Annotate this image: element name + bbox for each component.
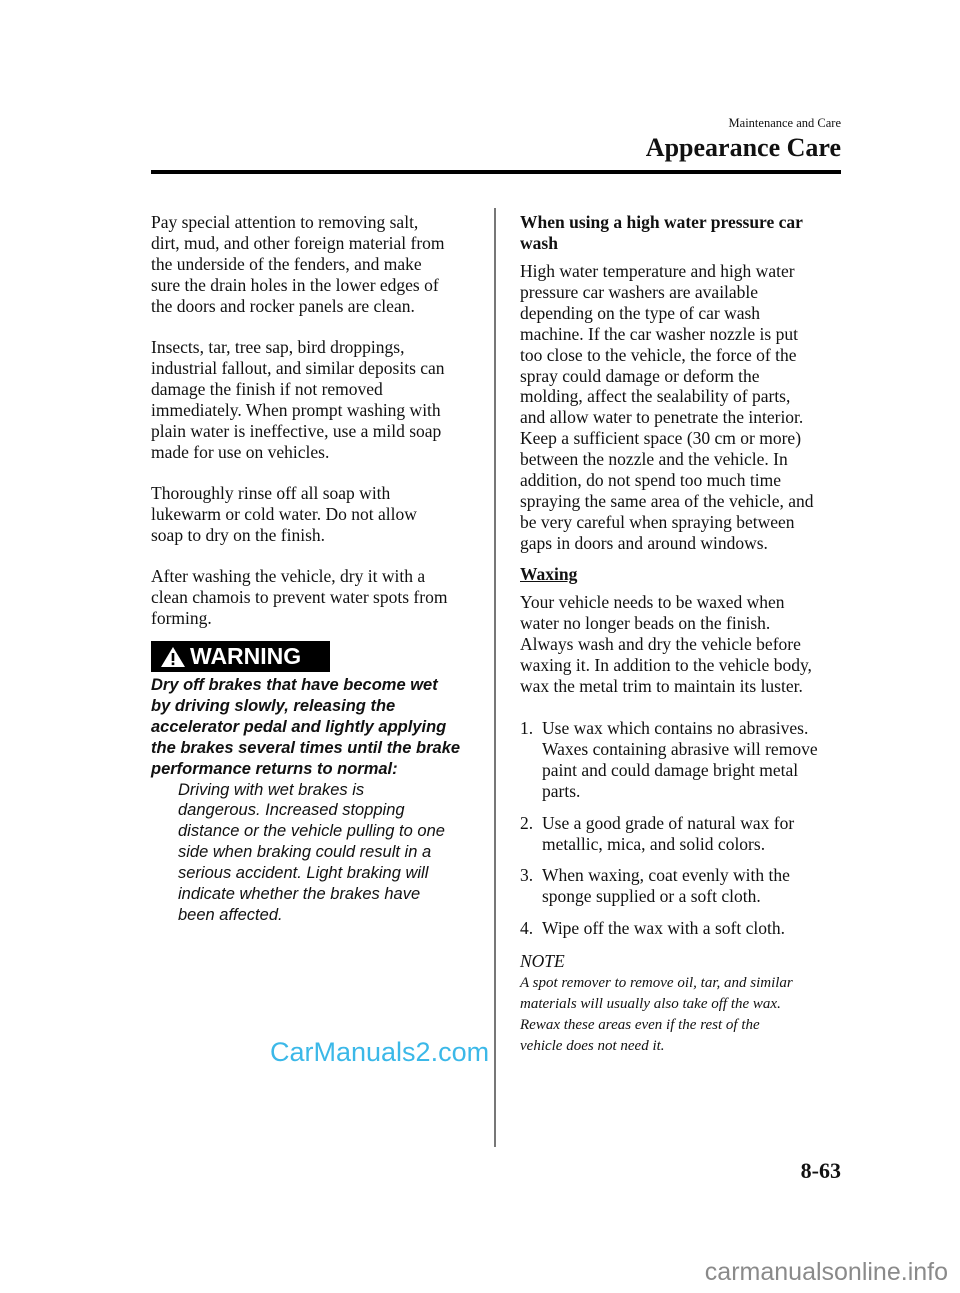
text-line: and allow water to penetrate the interior.	[520, 407, 804, 428]
text-line: lukewarm or cold water. Do not allow	[151, 503, 417, 524]
watermark-carmanualsonline: carmanualsonline.info	[704, 1258, 948, 1286]
paragraph	[520, 592, 812, 697]
text-line: between the nozzle and the vehicle. In	[520, 449, 788, 470]
warning-detail	[178, 780, 486, 926]
note-text	[520, 973, 793, 1057]
note-label: NOTE	[520, 951, 565, 971]
text-line: too close to the vehicle, the force of the	[520, 344, 797, 365]
header-rule	[151, 170, 841, 174]
warning-label: WARNING	[190, 643, 302, 669]
text-line: side when braking could result in a	[178, 843, 432, 862]
text-line: pressure car washers are available	[520, 281, 759, 302]
text-line: Pay special attention to removing salt,	[151, 212, 419, 232]
section-heading	[520, 212, 803, 254]
text-line: water no longer beads on the finish.	[520, 612, 771, 633]
text-line: Thoroughly rinse off all soap with	[151, 483, 391, 503]
text-line: soap to dry on the finish.	[151, 524, 326, 545]
text-line: addition, do not spend too much time	[520, 470, 782, 491]
text-line: the brakes several times until the brake	[151, 738, 461, 757]
text-line: made for use on vehicles.	[151, 441, 330, 462]
list-item	[542, 865, 790, 907]
text-line: waxing it. In addition to the vehicle body,	[520, 654, 812, 675]
text-line: vehicle does not need it.	[520, 1037, 665, 1054]
warning-body	[151, 675, 486, 926]
text-line: immediately. When prompt washing with	[151, 399, 441, 420]
warning-text	[151, 675, 486, 780]
text-line: sure the drain holes in the lower edges of	[151, 274, 439, 295]
text-line: wax the metal trim to maintain its luster.	[520, 675, 803, 696]
text-line: Insects, tar, tree sap, bird droppings,	[151, 337, 405, 357]
section-label: Maintenance and Care	[728, 116, 841, 130]
text-line: After washing the vehicle, dry it with a	[151, 566, 426, 586]
text-line: industrial fallout, and similar deposits can	[151, 357, 445, 378]
list-number: 2.	[520, 813, 534, 833]
text-line: When waxing, coat evenly with the	[542, 865, 790, 885]
text-line: Use a good grade of natural wax for	[542, 813, 795, 833]
text-line: indicate whether the brakes have	[178, 885, 421, 904]
text-line: damage the finish if not removed	[151, 378, 383, 399]
list-item	[542, 813, 794, 855]
text-line: performance returns to normal:	[151, 759, 398, 778]
list-item	[542, 718, 818, 802]
text-line: dangerous. Increased stopping	[178, 801, 405, 820]
text-line: be very careful when spraying between	[520, 511, 795, 532]
text-line: Dry off brakes that have become wet	[151, 676, 438, 694]
page-number: 8-63	[800, 1158, 841, 1183]
text-line: dirt, mud, and other foreign material from	[151, 232, 445, 253]
text-line: depending on the type of car wash	[520, 302, 761, 323]
text-line: A spot remover to remove oil, tar, and similar	[520, 975, 793, 991]
text-line: metallic, mica, and solid colors.	[542, 833, 766, 854]
text-line: Waxes containing abrasive will remove	[542, 738, 818, 759]
list-item	[542, 918, 785, 939]
warning-badge	[151, 641, 330, 672]
text-line: When using a high water pressure car	[520, 212, 803, 232]
text-line: spraying the same area of the vehicle, and	[520, 490, 814, 511]
waxing-heading: Waxing	[520, 564, 578, 584]
text-line: gaps in doors and around windows.	[520, 532, 768, 553]
text-line: forming.	[151, 607, 212, 628]
text-line: Your vehicle needs to be waxed when	[520, 592, 785, 612]
text-line: clean chamois to prevent water spots from	[151, 586, 448, 607]
text-line: Keep a sufficient space (30 cm or more)	[520, 428, 802, 449]
text-line: wash	[520, 232, 558, 253]
text-line: Driving with wet brakes is	[178, 780, 365, 799]
text-line: been affected.	[178, 905, 283, 924]
text-line: accelerator pedal and lightly applying	[151, 717, 447, 736]
list-number: 4.	[520, 918, 534, 938]
text-line: the underside of the fenders, and make	[151, 253, 422, 274]
text-line: plain water is ineffective, use a mild soap	[151, 420, 442, 441]
text-line: Rewax these areas even if the rest of the	[520, 1016, 760, 1033]
text-line: High water temperature and high water	[520, 261, 795, 281]
text-line: paint and could damage bright metal	[542, 759, 799, 780]
watermark-carmanuals2: CarManuals2.com	[270, 1037, 490, 1067]
list-number: 3.	[520, 865, 534, 885]
text-line: serious accident. Light braking will	[178, 864, 429, 883]
text-line: Wipe off the wax with a soft cloth.	[542, 918, 785, 938]
text-line: materials will usually also take off the wax.	[520, 995, 781, 1012]
text-line: parts.	[542, 780, 581, 801]
paragraph	[151, 566, 447, 629]
paragraph	[151, 337, 445, 462]
paragraph	[520, 261, 813, 554]
text-line: the doors and rocker panels are clean.	[151, 295, 415, 316]
text-line: spray could damage or deform the	[520, 365, 760, 386]
text-line: Always wash and dry the vehicle before	[520, 633, 801, 654]
warning-triangle-icon	[160, 646, 186, 668]
paragraph	[151, 483, 417, 546]
column-divider	[494, 208, 496, 1147]
list-number: 1.	[520, 718, 534, 738]
paragraph	[151, 212, 445, 317]
text-line: sponge supplied or a soft cloth.	[542, 885, 761, 906]
text-line: Use wax which contains no abrasives.	[542, 718, 809, 738]
text-line: molding, affect the sealability of parts,	[520, 386, 791, 407]
text-line: by driving slowly, releasing the	[151, 696, 396, 715]
text-line: distance or the vehicle pulling to one	[178, 822, 445, 841]
text-line: machine. If the car washer nozzle is put	[520, 323, 798, 344]
page-title: Appearance Care	[645, 133, 841, 162]
